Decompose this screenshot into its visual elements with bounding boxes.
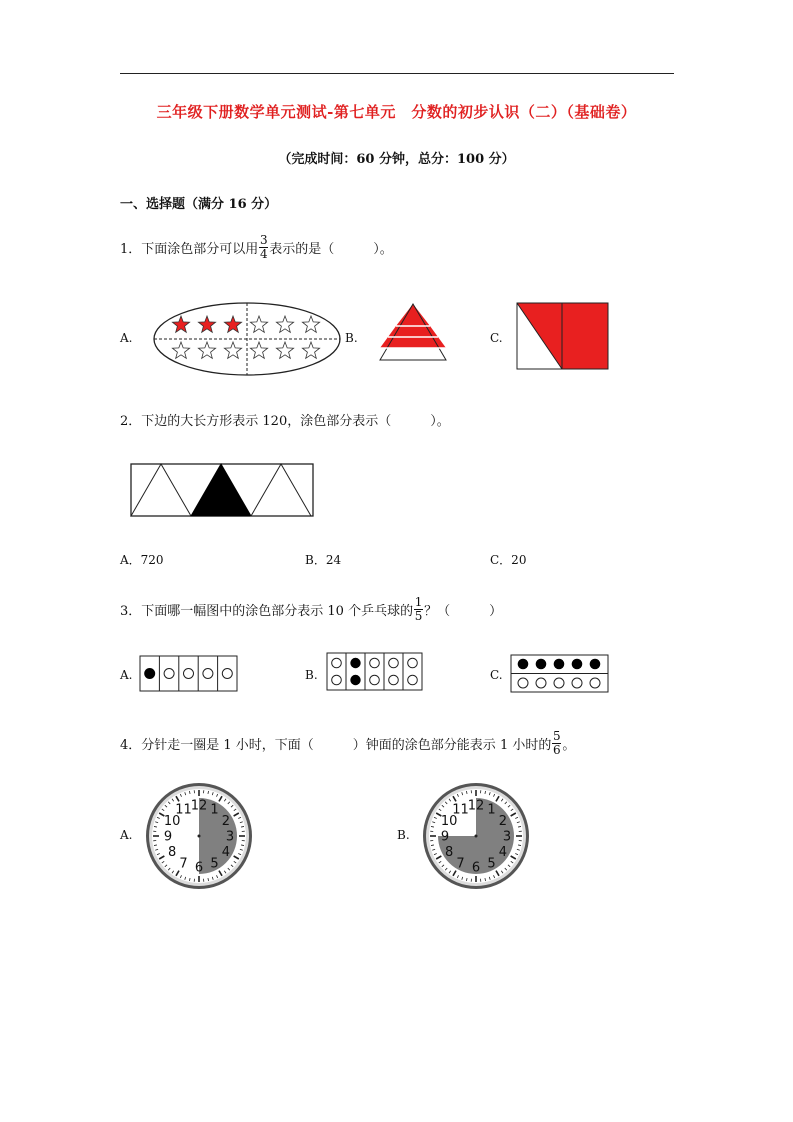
question-3-text: 3．下面哪一幅图中的涂色部分表示 10 个乒乓球的: [120, 604, 414, 619]
empty-star-icon: [276, 342, 293, 358]
q3-option-b-label[interactable]: B.: [305, 668, 318, 682]
page-title: 三年级下册数学单元测试-第七单元 分数的初步认识（二）（基础卷）: [156, 103, 637, 121]
clock-b-numeral: 5: [487, 856, 496, 872]
clock-b-numeral: 10: [440, 814, 458, 829]
clock-b-numeral: 11: [452, 802, 469, 818]
clock-b-numeral: 2: [498, 814, 507, 829]
clock-a-numeral: 11: [175, 802, 192, 818]
question-3-text-end: ？（ ）: [424, 604, 503, 619]
q3-option-c-label[interactable]: C.: [490, 668, 503, 682]
q1-oval-stars-figure: [152, 301, 342, 377]
empty-star-icon: [224, 342, 241, 358]
clock-a-numeral: 9: [163, 829, 173, 845]
q3-ball-strip-a: [139, 655, 239, 693]
red-star-icon: [172, 316, 189, 332]
fraction-5-6: $\frac{5}{6}$: [553, 729, 561, 757]
question-2: [120, 410, 450, 429]
clock-a-numeral: 3: [225, 829, 235, 845]
clock-a-numeral: 8: [168, 845, 177, 860]
empty-star-icon: [250, 342, 267, 358]
q3-ball-grid-b: [326, 652, 424, 692]
clock-b-numeral: 4: [498, 845, 507, 860]
q4-option-a-label[interactable]: A.: [120, 828, 133, 842]
q1-option-b-label[interactable]: B.: [345, 331, 358, 345]
question-2-text: 2．下边的大长方形表示 120，涂色部分表示（ ）。: [120, 414, 450, 429]
q4-clock-b: [421, 781, 531, 891]
q2-option-b[interactable]: B．24: [305, 553, 342, 567]
question-4: [120, 730, 575, 757]
clock-b-numeral: 1: [487, 802, 496, 818]
clock-b-numeral: 12: [467, 798, 485, 814]
fraction-3-4: $\frac{3}{4}$: [259, 233, 268, 261]
question-3: [120, 596, 502, 623]
clock-a-numeral: 10: [163, 814, 181, 829]
question-4-text: 4．分针走一圈是 1 小时，下面（ ）钟面的涂色部分能表示 1 小时的: [120, 738, 552, 753]
clock-a-numeral: 1: [210, 802, 219, 818]
empty-star-icon: [250, 316, 267, 332]
top-rule: [120, 73, 674, 74]
q1-option-a-label[interactable]: A.: [120, 331, 133, 345]
clock-b-numeral: 9: [440, 829, 450, 845]
q1-square-figure: [516, 302, 610, 370]
clock-a-numeral: 6: [194, 860, 204, 876]
empty-star-icon: [302, 316, 319, 332]
q2-triangles-rectangle-figure: [130, 463, 315, 518]
question-1: [120, 234, 393, 261]
q4-clock-a: [144, 781, 254, 891]
clock-b-numeral: 7: [456, 856, 465, 872]
clock-a-numeral: 4: [221, 845, 230, 860]
red-star-icon: [198, 316, 215, 332]
q1-triangle-figure: [378, 302, 448, 362]
q1-option-c-label[interactable]: C.: [490, 331, 503, 345]
clock-a-numeral: 12: [190, 798, 208, 814]
q3-ball-rows-c: [510, 654, 610, 694]
q2-option-c[interactable]: C．20: [490, 553, 527, 567]
clock-a-numeral: 5: [210, 856, 219, 872]
empty-star-icon: [276, 316, 293, 332]
empty-star-icon: [172, 342, 189, 358]
question-1-text-end: 表示的是（ ）。: [269, 242, 393, 257]
question-4-text-end: 。: [562, 738, 576, 753]
section-heading: 一、选择题（满分 16 分）: [120, 197, 278, 212]
clock-a-numeral: 7: [179, 856, 188, 872]
q4-option-b-label[interactable]: B.: [397, 828, 410, 842]
red-star-icon: [224, 316, 241, 332]
fraction-1-5: $\frac{1}{5}$: [414, 595, 423, 623]
empty-star-icon: [198, 342, 215, 358]
clock-b-numeral: 6: [471, 860, 481, 876]
empty-star-icon: [302, 342, 319, 358]
clock-b-numeral: 8: [445, 845, 454, 860]
clock-a-numeral: 2: [221, 814, 230, 829]
question-1-text: 1．下面涂色部分可以用: [120, 242, 259, 257]
page-subtitle: （完成时间：60 分钟，总分：100 分）: [278, 152, 515, 167]
q3-option-a-label[interactable]: A.: [120, 668, 133, 682]
q2-option-a[interactable]: A．720: [120, 553, 164, 567]
clock-b-numeral: 3: [502, 829, 512, 845]
